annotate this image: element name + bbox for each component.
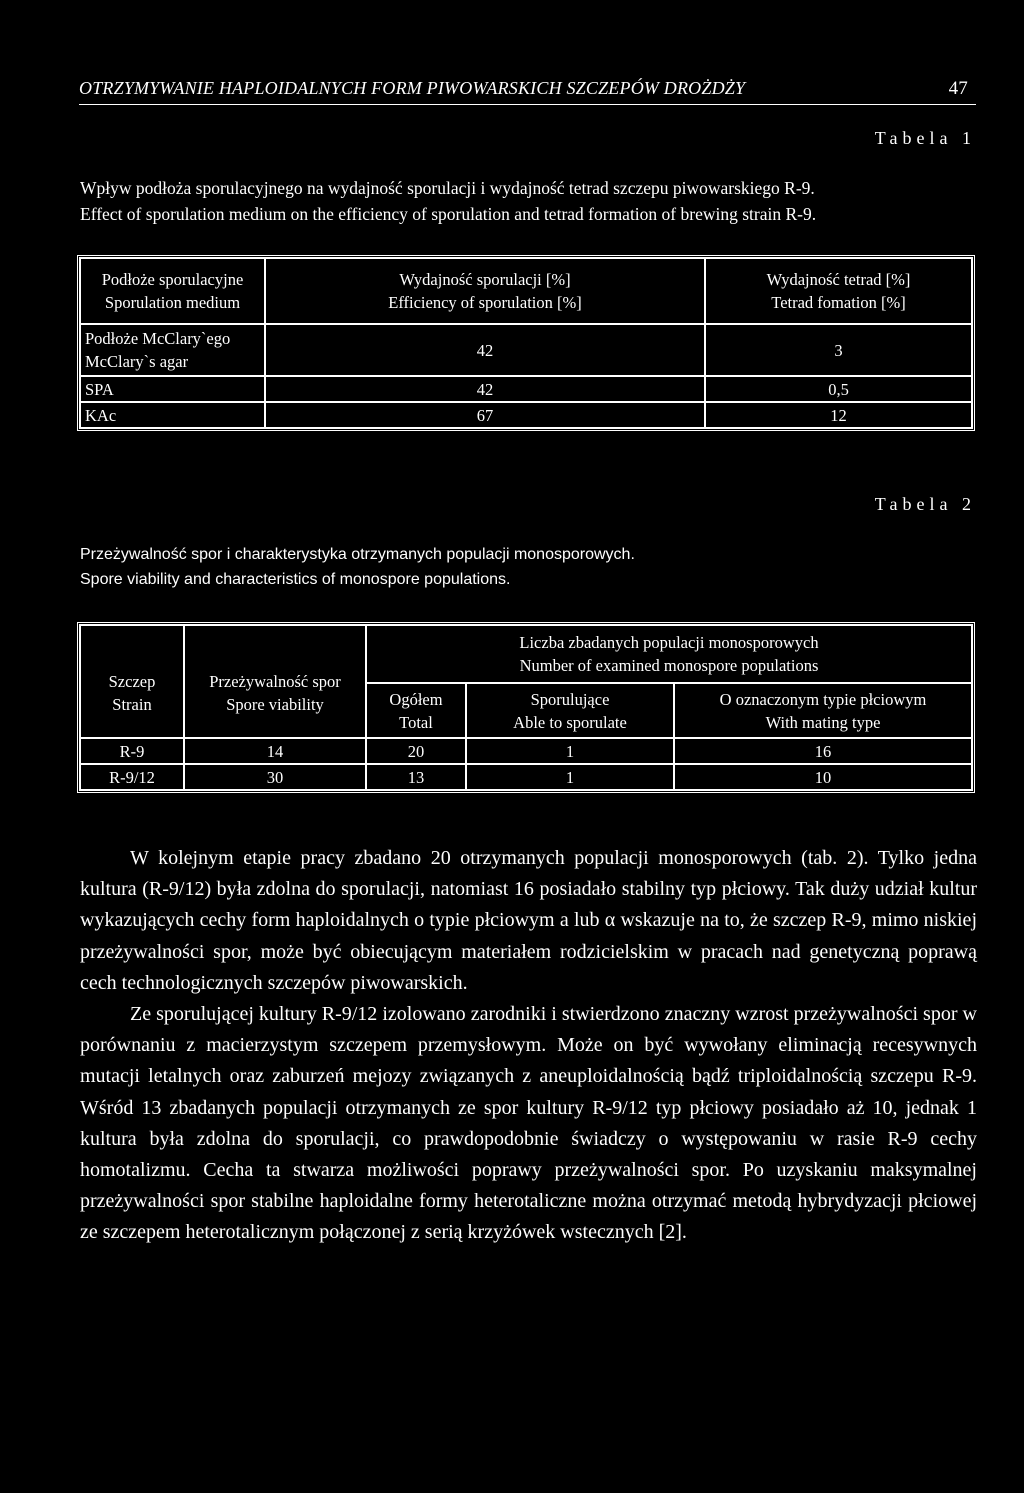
running-header — [79, 78, 976, 105]
header-tetrad-pl: Wydajność tetrad [%] — [766, 270, 911, 289]
header-viability-en: Spore viability — [226, 694, 324, 714]
table1-header-row — [80, 258, 972, 324]
header-mating-en: With mating type — [765, 712, 881, 732]
table2 — [77, 622, 975, 793]
table2-header-strain — [80, 625, 184, 738]
table2-header-mating — [674, 683, 972, 738]
header-strain-en: Strain — [112, 694, 152, 714]
body-paragraph-1: W kolejnym etapie pracy zbadano 20 otrzymanych populacji monosporowych (tab. 2). Tylko jedna kultura (R-9/12) była zdolna do sporulacji, natomiast 16 posiadało stabilny typ płciowy. Tak duży udział kultur wykazujących cechy form haploidalnych o typie płciowym a lub α wskazuje na to, że szczep R-9, mimo niskiej przeżywalności spor, może być obiecującym materiałem rodzicielskim w pracach nad genetyczną poprawą cech technologicznych szczepów piwowarskich. — [80, 847, 977, 994]
table1-caption-pl: Wpływ podłoża sporulacyjnego na wydajność sporulacji i wydajność tetrad szczepu piwowarskiego R-9. — [80, 178, 815, 198]
running-title: OTRZYMYWANIE HAPLOIDALNYCH FORM PIWOWARSKICH SZCZEPÓW DROŻDŻY — [79, 78, 746, 98]
viability-cell: 14 — [184, 738, 366, 764]
table-row — [80, 324, 972, 376]
table1-caption — [80, 175, 816, 227]
sporulating-cell: 1 — [466, 738, 674, 764]
table2-label: Tabela 2 — [874, 494, 976, 514]
body-text — [80, 843, 977, 1249]
medium-en: McClary`s agar — [85, 352, 189, 371]
header-strain-pl: Szczep — [108, 671, 156, 691]
mating-cell: 10 — [674, 764, 972, 790]
medium-cell: SPA — [80, 376, 265, 402]
table2-header-viability — [184, 625, 366, 738]
tetrad-cell: 0,5 — [705, 376, 972, 402]
table2-caption — [80, 542, 635, 592]
table2-caption-pl: Przeżywalność spor i charakterystyka otrzymanych populacji monosporowych. — [80, 546, 635, 563]
tetrad-cell: 3 — [705, 324, 972, 376]
table2-header-group — [366, 625, 972, 683]
table1-caption-en: Effect of sporulation medium on the efficiency of sporulation and tetrad formation of brewing strain R-9. — [80, 204, 817, 224]
header-efficiency-en: Efficiency of sporulation [%] — [388, 293, 582, 312]
page-number: 47 — [948, 78, 968, 99]
header-mating-pl: O oznaczonym typie płciowym — [719, 689, 927, 709]
table-row — [80, 376, 972, 402]
table1-label: Tabela 1 — [874, 128, 976, 148]
header-sporulating-en: Able to sporulate — [513, 712, 627, 732]
table2-header-total — [366, 683, 466, 738]
table-row — [80, 764, 972, 790]
header-medium-pl: Podłoże sporulacyjne — [101, 270, 244, 289]
table1-header-medium — [80, 258, 265, 324]
strain-cell: R-9 — [80, 738, 184, 764]
table1-header-efficiency — [265, 258, 705, 324]
medium-cell — [80, 324, 265, 376]
mating-cell: 16 — [674, 738, 972, 764]
header-viability-pl: Przeżywalność spor — [209, 671, 341, 691]
header-total-en: Total — [399, 712, 433, 732]
sporulating-cell: 1 — [466, 764, 674, 790]
strain-cell: R-9/12 — [80, 764, 184, 790]
medium-cell: KAc — [80, 402, 265, 428]
table-row — [80, 402, 972, 428]
table-row — [80, 738, 972, 764]
table2-header-sporulating — [466, 683, 674, 738]
efficiency-cell: 67 — [265, 402, 705, 428]
table2-caption-en: Spore viability and characteristics of monospore populations. — [80, 571, 511, 588]
header-group-pl: Liczba zbadanych populacji monosporowych — [519, 633, 819, 652]
efficiency-cell: 42 — [265, 324, 705, 376]
total-cell: 13 — [366, 764, 466, 790]
body-paragraph-2: Ze sporulującej kultury R-9/12 izolowano zarodniki i stwierdzono znaczny wzrost przeżywalności spor w porównaniu z macierzystym szczepem przemysłowym. Może on być wywołany eliminacją recesywnych mutacji letalnych oraz zaburzeń mejozy związanych z aneuploidalnością bądź triploidalnością szczepu R-9. Wśród 13 zbadanych populacji otrzymanych ze spor kultury R-9/12 typ płciowy posiadało aż 10, jednak 1 kultura była zdolna do sporulacji, co prawdopodobnie świadczy o występowaniu w rasie R-9 cechy homotalizmu. Cecha ta stwarza możliwości poprawy przeżywalności spor. Po uzyskaniu maksymalnej przeżywalności spor stabilne haploidalne formy heterotaliczne można otrzymać metodą hybrydyzacji płciowej ze szczepem heterotalicznym połączonej z serią krzyżówek wstecznych [2]. — [80, 1003, 977, 1244]
table1 — [77, 255, 975, 431]
header-group-en: Number of examined monospore populations — [519, 656, 819, 675]
table1-header-tetrad — [705, 258, 972, 324]
viability-cell: 30 — [184, 764, 366, 790]
table2-header-row — [80, 625, 972, 683]
header-efficiency-pl: Wydajność sporulacji [%] — [399, 270, 571, 289]
header-total-pl: Ogółem — [389, 689, 443, 709]
header-sporulating-pl: Sporulujące — [530, 689, 610, 709]
total-cell: 20 — [366, 738, 466, 764]
header-tetrad-en: Tetrad fomation [%] — [771, 293, 906, 312]
header-medium-en: Sporulation medium — [104, 293, 241, 312]
medium-pl: Podłoże McClary`ego — [85, 329, 231, 348]
tetrad-cell: 12 — [705, 402, 972, 428]
efficiency-cell: 42 — [265, 376, 705, 402]
